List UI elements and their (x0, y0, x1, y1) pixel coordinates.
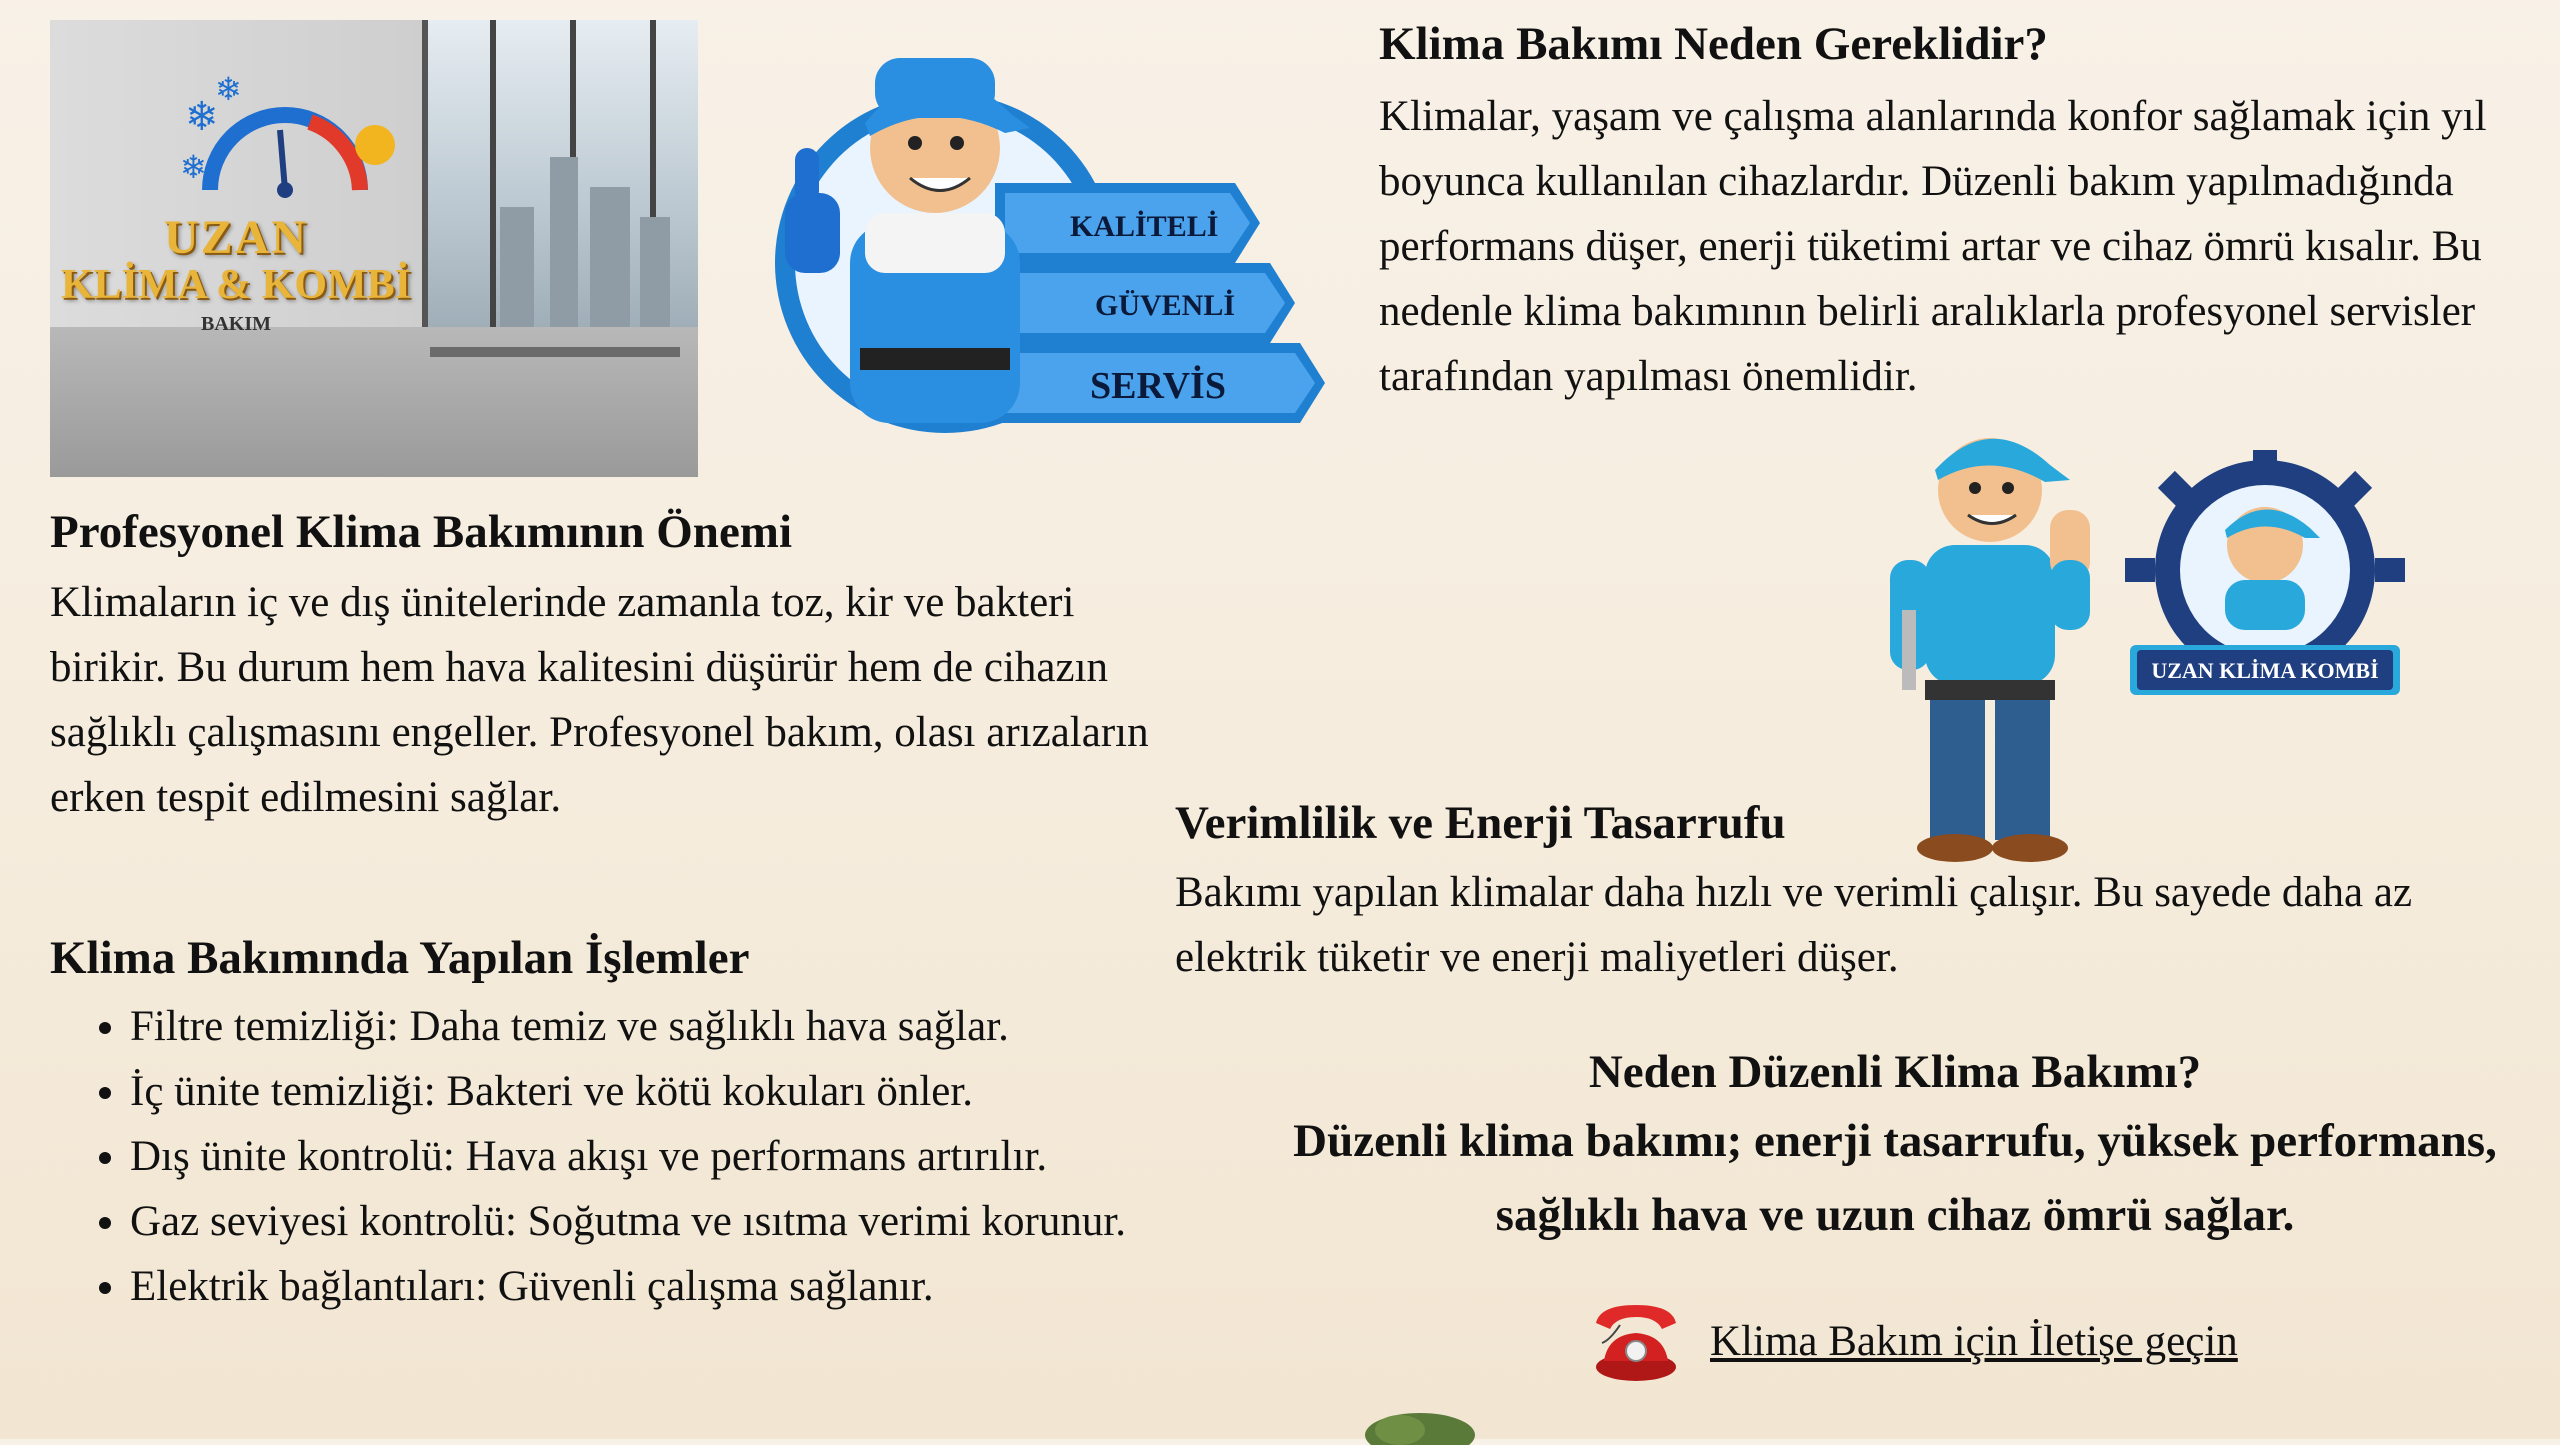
section-body-regular: Düzenli klima bakımı; enerji tasarrufu, yüksek performans, sağlıklı hava ve uzun cihaz ömrü sağlar. (1293, 1115, 2497, 1241)
section-body-why-needed: Klimalar, yaşam ve çalışma alanlarında konfor sağlamak için yıl boyunca kullanılan cihazlardır. Düzenli bakım yapılmadığında performans düşer, enerji tüketimi artar ve cihaz ömrü kısalır. Bu nedenle klima bakımının belirli aralıklarla profesyonel servisler tarafından yapılması önemlidir. (1379, 93, 2487, 400)
company-badge-logo (2125, 450, 2405, 710)
section-title-procedures: Klima Bakımında Yapılan İşlemler (50, 932, 750, 984)
svg-text:❄: ❄ (215, 71, 242, 107)
section-body-importance: Klimaların iç ve dış ünitelerinde zamanla toz, kir ve bakteri birikir. Bu durum hem hava kalitesini düşürür hem de cihazın sağlıklı çalışmasını engeller. Profesyonel bakım, olası arızaların erken tespit edilmesini sağlar. (50, 579, 1149, 821)
logo-gauge-icon (160, 60, 400, 210)
list-item: • Dış ünite kontrolü: Hava akışı ve performans artırılır. (130, 1124, 1126, 1189)
badge-label: UZAN KLİMA KOMBİ (2151, 658, 2379, 683)
section-title-why-needed: Klima Bakımı Neden Gereklidir? (1379, 18, 2048, 70)
logo-wordmark: UZAN KLİMA & KOMBİ BAKIM (60, 211, 411, 335)
procedures-list (50, 994, 1126, 1319)
technician-wrench-mascot (1880, 410, 2110, 870)
svg-text:❄: ❄ (180, 149, 207, 185)
telephone-icon (1590, 1295, 1682, 1387)
contact-link[interactable]: Klima Bakım için İletişe geçin (1710, 1317, 2238, 1365)
section-body-efficiency: Bakımı yapılan klimalar daha hızlı ve verimli çalışır. Bu sayede daha az elektrik tüketir ve enerji maliyetleri düşer. (1175, 869, 2413, 981)
section-title-efficiency: Verimlilik ve Enerji Tasarrufu (1175, 797, 1786, 849)
regular-maintenance-callout (1290, 1040, 2500, 1252)
company-logo-photo (50, 20, 698, 477)
section-title-regular: Neden Düzenli Klima Bakımı? (1588, 1046, 2202, 1098)
ribbon-guvenli: GÜVENLİ (1095, 289, 1236, 322)
section-title-importance: Profesyonel Klima Bakımının Önemi (50, 506, 793, 558)
ribbon-servis: SERVİS (1090, 365, 1226, 407)
tree-decoration (1360, 1405, 1480, 1445)
svg-text:❄: ❄ (185, 94, 219, 139)
list-item: • Filtre temizliği: Daha temiz ve sağlıklı hava sağlar. (130, 994, 1126, 1059)
contact-row (1590, 1295, 2238, 1387)
ribbon-kaliteli: KALİTELİ (1070, 210, 1219, 243)
list-item: • Gaz seviyesi kontrolü: Soğutma ve ısıtma verimi korunur. (130, 1189, 1126, 1254)
list-item: • İç ünite temizliği: Bakteri ve kötü kokuları önler. (130, 1059, 1126, 1124)
technician-mascot-banner (745, 18, 1325, 458)
list-item: • Elektrik bağlantıları: Güvenli çalışma sağlanır. (130, 1254, 1126, 1319)
